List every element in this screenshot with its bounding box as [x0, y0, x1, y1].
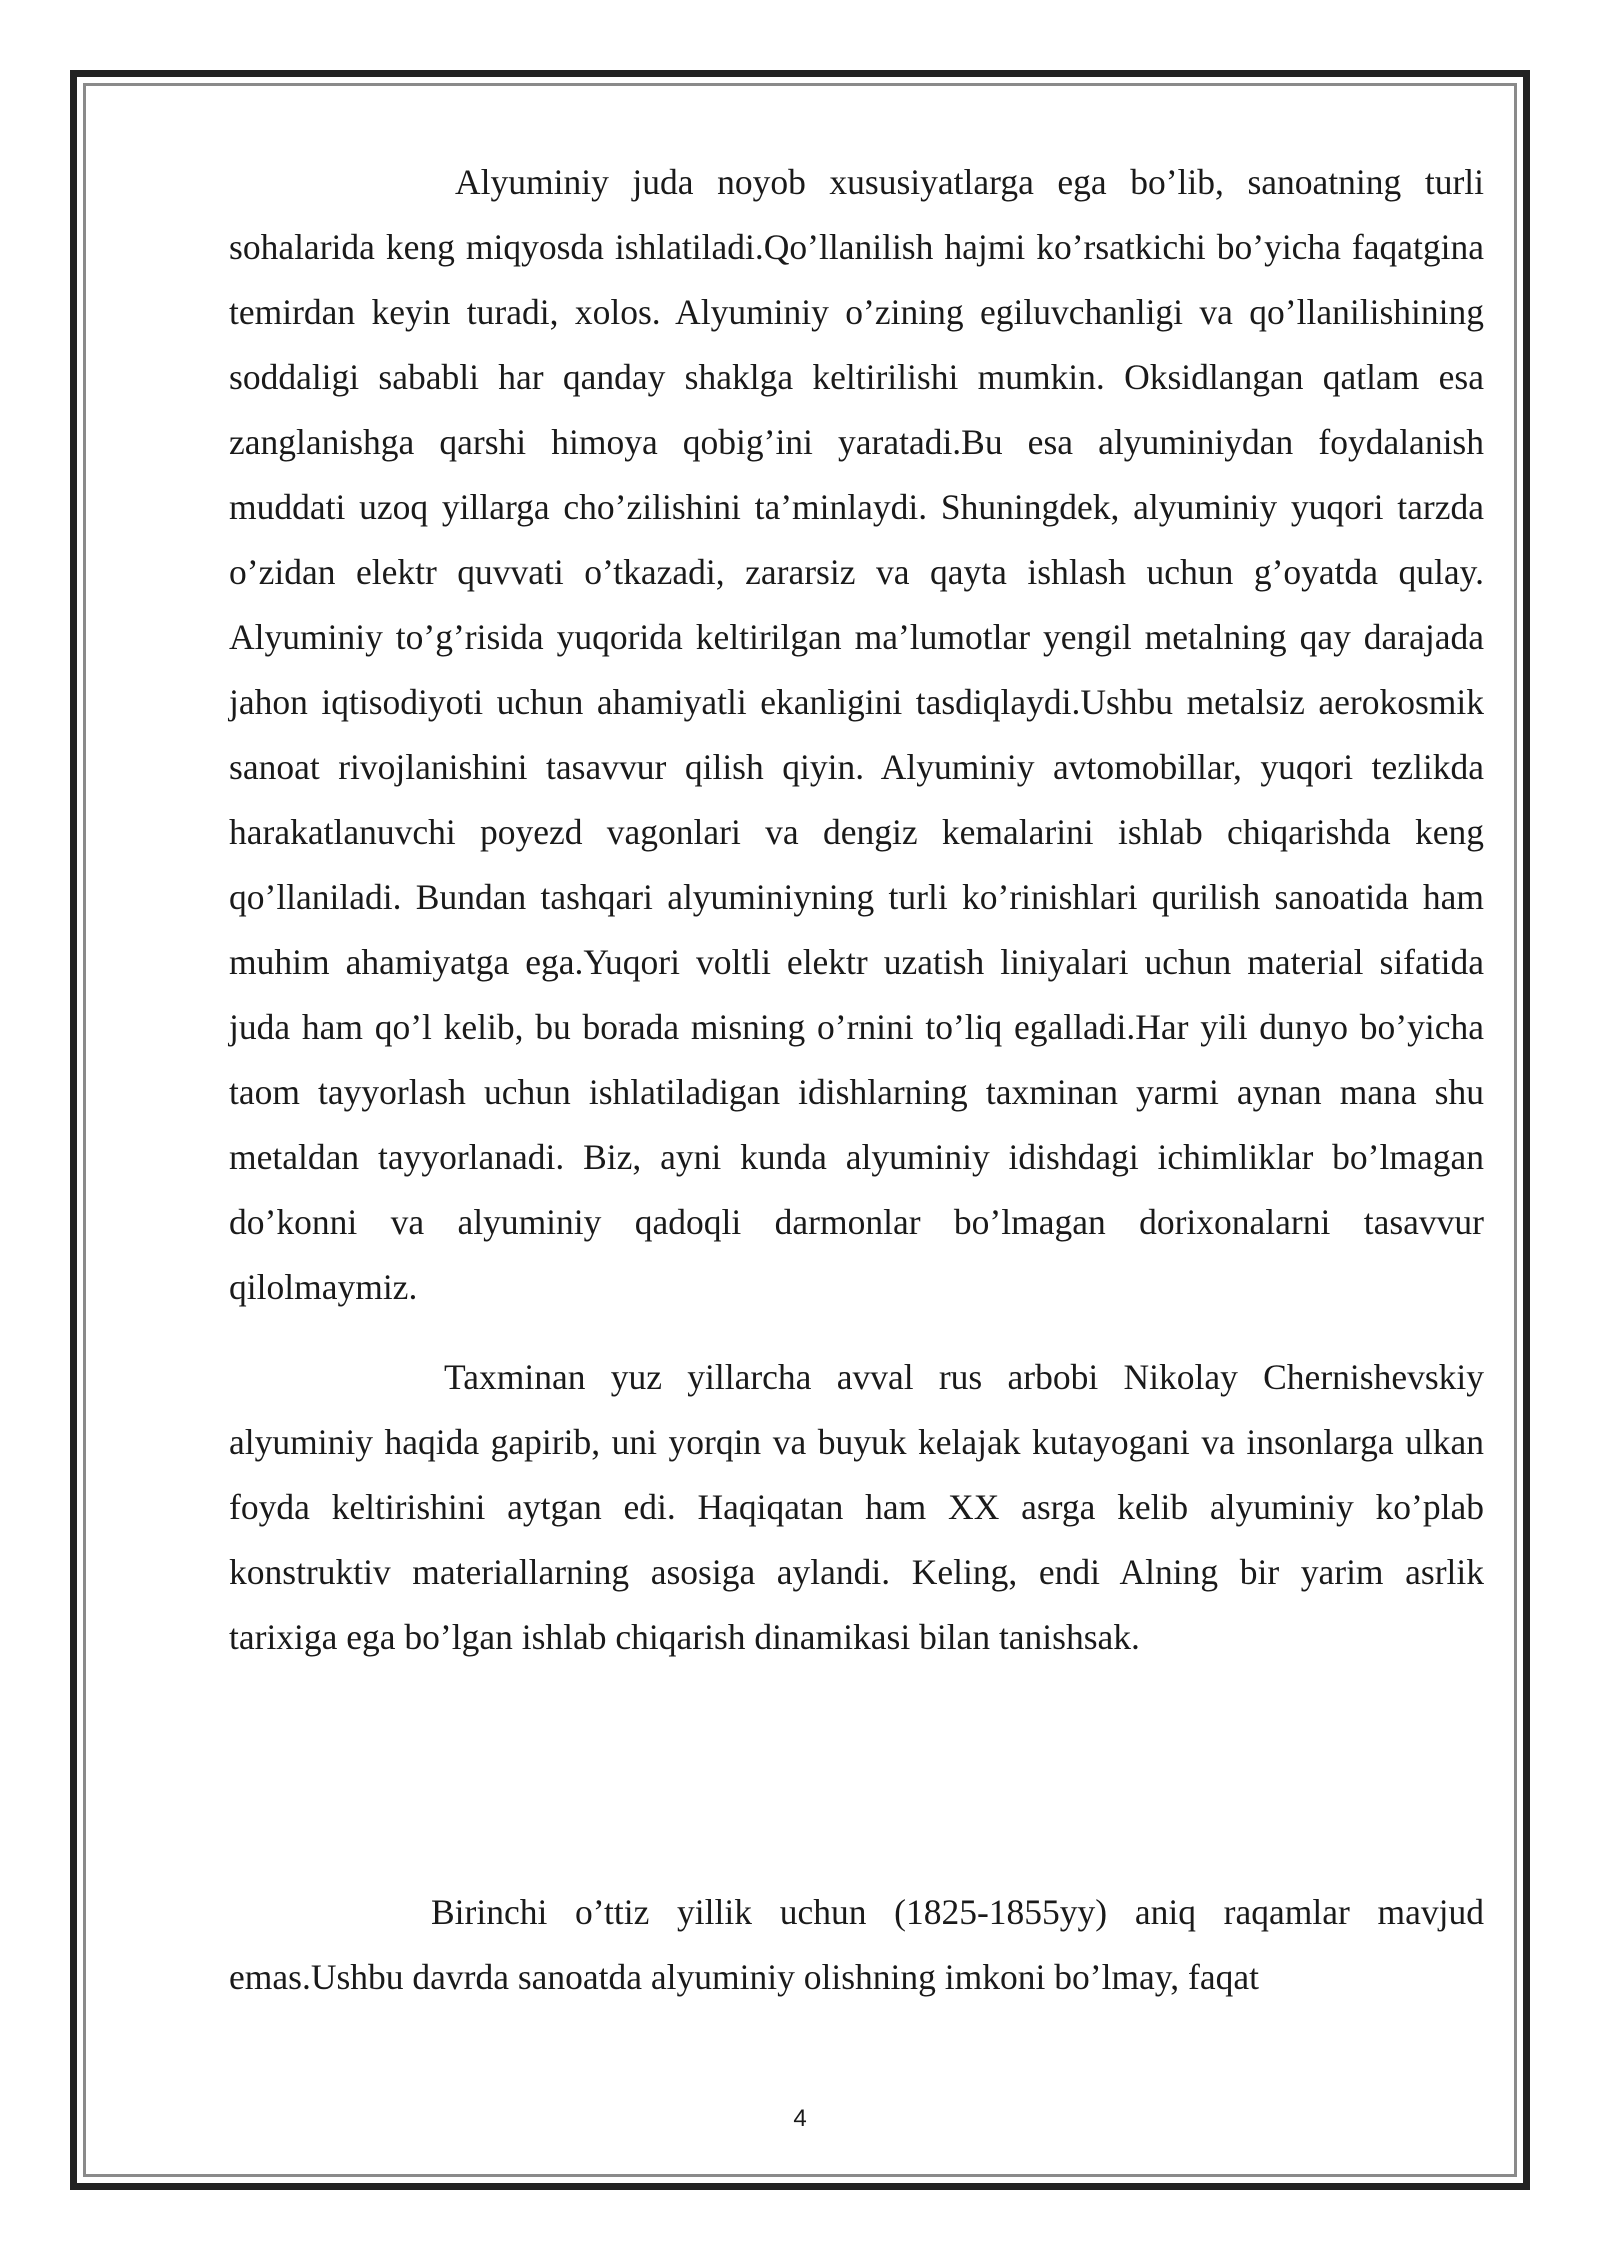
document-body [229, 150, 1484, 2010]
paragraph-spacer [229, 1320, 1484, 1345]
paragraph-spacer [229, 1670, 1484, 1880]
paragraph-2: Taxminan yuz yillarcha avval rus arbobi Nikolay Chernishevskiy alyuminiy haqida gapirib, uni yorqin va buyuk kelajak kutayogani va insonlarga ulkan foyda keltirishini aytgan edi. Haqiqatan ham XX asrga kelib alyuminiy ko’plab konstruktiv materiallarning asosiga aylandi. Keling, endi Alning bir yarim asrlik tarixiga ega bo’lgan ishlab chiqarish dinamikasi bilan tanishsak. [229, 1357, 1484, 1657]
paragraph-3: Birinchi o’ttiz yillik uchun (1825-1855yy) aniq raqamlar mavjud emas.Ushbu davrda sanoatda alyuminiy olishning imkoni bo’lmay, faqat [229, 1892, 1484, 1997]
paragraph-1: Alyuminiy juda noyob xususiyatlarga ega bo’lib, sanoatning turli sohalarida keng miqyosda ishlatiladi.Qo’llanilish hajmi ko’rsatkichi bo’yicha faqatgina temirdan keyin turadi, xolos. Alyuminiy o’zining egiluvchanligi va qo’llanilishining soddaligi sababli har qanday shaklga keltirilishi mumkin. Oksidlangan qatlam esa zanglanishga qarshi himoya qobig’ini yaratadi.Bu esa alyuminiydan foydalanish muddati uzoq yillarga cho’zilishini ta’minlaydi. Shuningdek, alyuminiy yuqori tarzda o’zidan elektr quvvati o’tkazadi, zararsiz va qayta ishlash uchun g’oyatda qulay. Alyuminiy to’g’risida yuqorida keltirilgan ma’lumotlar yengil metalning qay darajada jahon iqtisodiyoti uchun ahamiyatli ekanligini tasdiqlaydi.Ushbu metalsiz aerokosmik sanoat rivojlanishini tasavvur qilish qiyin. Alyuminiy avtomobillar, yuqori tezlikda harakatlanuvchi poyezd vagonlari va dengiz kemalarini ishlab chiqarishda keng qo’llaniladi. Bundan tashqari alyuminiyning turli ko’rinishlari qurilish sanoatida ham muhim ahamiyatga ega.Yuqori voltli elektr uzatish liniyalari uchun material sifatida juda ham qo’l kelib, bu borada misning o’rnini to’liq egalladi.Har yili dunyo bo’yicha taom tayyorlash uchun ishlatiladigan idishlarning taxminan yarmi aynan mana shu metaldan tayyorlanadi. Biz, ayni kunda alyuminiy idishdagi ichimliklar bo’lmagan do’konni va alyuminiy qadoqli darmonlar bo’lmagan dorixonalarni tasavvur qilolmaymiz. [229, 162, 1484, 1307]
page-number: 4 [793, 2105, 807, 2132]
